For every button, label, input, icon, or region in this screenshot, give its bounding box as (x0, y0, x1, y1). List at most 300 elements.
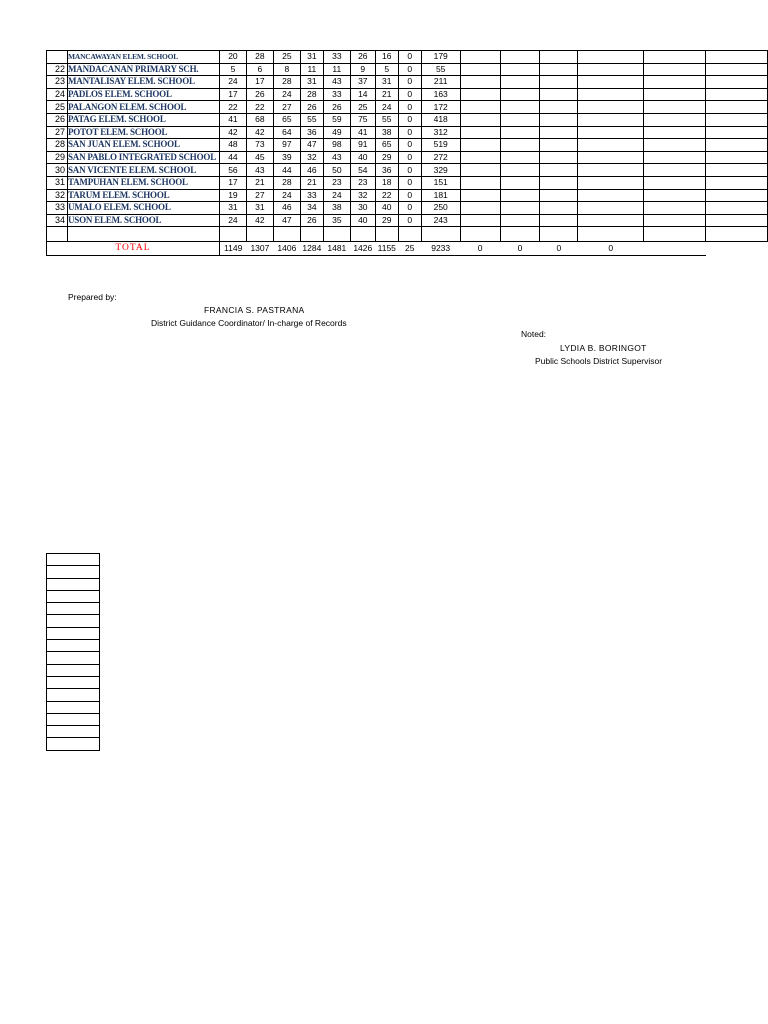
value-cell: 179 (421, 51, 460, 64)
empty-cell (47, 590, 100, 602)
value-cell: 46 (273, 202, 300, 215)
value-cell: 39 (273, 151, 300, 164)
value-cell: 14 (350, 88, 375, 101)
empty-cell (578, 101, 644, 114)
value-cell: 8 (273, 63, 300, 76)
empty-cell (500, 139, 540, 152)
box-row (47, 590, 100, 602)
table-row (47, 101, 768, 114)
total-value: 9233 (421, 242, 460, 256)
box-row (47, 713, 100, 725)
empty-cell (706, 88, 768, 101)
table-row (47, 51, 768, 64)
value-cell: 418 (421, 113, 460, 126)
value-cell: 55 (300, 113, 323, 126)
empty-cell (540, 101, 578, 114)
value-cell: 24 (219, 76, 246, 89)
total-value: 0 (540, 242, 578, 256)
box-row (47, 615, 100, 627)
value-cell: 38 (375, 126, 398, 139)
box-row (47, 640, 100, 652)
table-row (47, 126, 768, 139)
table-row (47, 76, 768, 89)
value-cell: 48 (219, 139, 246, 152)
value-cell: 26 (323, 101, 350, 114)
empty-box-column (46, 553, 100, 751)
box-row (47, 664, 100, 676)
value-cell: 24 (273, 88, 300, 101)
empty-cell (460, 164, 500, 177)
empty-cell (644, 113, 706, 126)
empty-cell (540, 202, 578, 215)
empty-cell (460, 88, 500, 101)
empty-cell (47, 603, 100, 615)
empty-cell (540, 214, 578, 227)
row-number: 33 (47, 202, 68, 215)
value-cell: 31 (375, 76, 398, 89)
school-name: PADLOS ELEM. SCHOOL (67, 88, 219, 101)
value-cell: 16 (375, 51, 398, 64)
empty-cell (540, 176, 578, 189)
value-cell: 519 (421, 139, 460, 152)
empty-cell (644, 189, 706, 202)
value-cell: 44 (219, 151, 246, 164)
empty-cell (219, 227, 246, 242)
empty-cell (644, 151, 706, 164)
empty-cell (706, 76, 768, 89)
value-cell: 23 (350, 176, 375, 189)
value-cell: 6 (246, 63, 273, 76)
value-cell: 44 (273, 164, 300, 177)
value-cell: 26 (300, 101, 323, 114)
total-value: 1307 (246, 242, 273, 256)
value-cell: 0 (398, 202, 421, 215)
value-cell: 19 (219, 189, 246, 202)
empty-cell (47, 554, 100, 566)
empty-cell (460, 202, 500, 215)
empty-cell (578, 189, 644, 202)
value-cell: 0 (398, 151, 421, 164)
row-number: 28 (47, 139, 68, 152)
value-cell: 40 (375, 202, 398, 215)
value-cell: 211 (421, 76, 460, 89)
empty-cell (644, 76, 706, 89)
table-row (47, 202, 768, 215)
school-name: TAMPUHAN ELEM. SCHOOL (67, 176, 219, 189)
value-cell: 29 (375, 151, 398, 164)
value-cell: 26 (246, 88, 273, 101)
value-cell: 0 (398, 76, 421, 89)
value-cell: 33 (300, 189, 323, 202)
value-cell: 5 (375, 63, 398, 76)
total-value: 25 (398, 242, 421, 256)
value-cell: 42 (246, 126, 273, 139)
empty-cell (578, 227, 644, 242)
empty-cell (578, 51, 644, 64)
empty-cell (500, 88, 540, 101)
value-cell: 25 (273, 51, 300, 64)
empty-cell (540, 189, 578, 202)
empty-cell (540, 164, 578, 177)
empty-cell (644, 101, 706, 114)
value-cell: 28 (273, 76, 300, 89)
row-number: 30 (47, 164, 68, 177)
value-cell: 0 (398, 176, 421, 189)
empty-cell (540, 76, 578, 89)
empty-cell (500, 214, 540, 227)
prepared-by-label: Prepared by: (68, 292, 117, 302)
table-row (47, 151, 768, 164)
value-cell: 36 (375, 164, 398, 177)
row-number: 25 (47, 101, 68, 114)
empty-cell (706, 227, 768, 242)
noter-name: LYDIA B. BORINGOT (560, 343, 647, 353)
empty-cell (460, 63, 500, 76)
value-cell: 55 (421, 63, 460, 76)
empty-cell (644, 164, 706, 177)
value-cell: 31 (300, 51, 323, 64)
table-row (47, 113, 768, 126)
total-value: 1406 (273, 242, 300, 256)
empty-cell (300, 227, 323, 242)
value-cell: 33 (323, 88, 350, 101)
value-cell: 22 (246, 101, 273, 114)
empty-cell (578, 88, 644, 101)
value-cell: 97 (273, 139, 300, 152)
empty-cell (323, 227, 350, 242)
empty-cell (578, 126, 644, 139)
value-cell: 25 (350, 101, 375, 114)
value-cell: 36 (300, 126, 323, 139)
noted-label: Noted: (521, 329, 547, 339)
value-cell: 24 (375, 101, 398, 114)
value-cell: 30 (350, 202, 375, 215)
school-name: PATAG ELEM. SCHOOL (67, 113, 219, 126)
value-cell: 0 (398, 189, 421, 202)
value-cell: 17 (246, 76, 273, 89)
value-cell: 46 (300, 164, 323, 177)
empty-cell (47, 227, 68, 242)
value-cell: 0 (398, 164, 421, 177)
value-cell: 32 (300, 151, 323, 164)
empty-cell (706, 164, 768, 177)
value-cell: 0 (398, 214, 421, 227)
value-cell: 20 (219, 51, 246, 64)
school-name: TARUM ELEM. SCHOOL (67, 189, 219, 202)
value-cell: 31 (246, 202, 273, 215)
empty-cell (578, 214, 644, 227)
value-cell: 28 (300, 88, 323, 101)
value-cell: 41 (350, 126, 375, 139)
value-cell: 73 (246, 139, 273, 152)
value-cell: 18 (375, 176, 398, 189)
empty-cell (500, 76, 540, 89)
empty-cell (47, 701, 100, 713)
value-cell: 0 (398, 88, 421, 101)
value-cell: 0 (398, 101, 421, 114)
value-cell: 5 (219, 63, 246, 76)
row-number: 26 (47, 113, 68, 126)
value-cell: 43 (323, 76, 350, 89)
value-cell: 23 (323, 176, 350, 189)
value-cell: 32 (350, 189, 375, 202)
empty-cell (644, 88, 706, 101)
row-number: 29 (47, 151, 68, 164)
empty-cell (706, 126, 768, 139)
empty-cell (47, 689, 100, 701)
row-number: 22 (47, 63, 68, 76)
empty-cell (578, 113, 644, 126)
empty-cell (500, 113, 540, 126)
empty-cell (540, 88, 578, 101)
value-cell: 250 (421, 202, 460, 215)
value-cell: 0 (398, 51, 421, 64)
value-cell: 11 (300, 63, 323, 76)
total-value: 0 (460, 242, 500, 256)
value-cell: 38 (323, 202, 350, 215)
school-name: USON ELEM. SCHOOL (67, 214, 219, 227)
value-cell: 26 (350, 51, 375, 64)
empty-cell (578, 63, 644, 76)
value-cell: 22 (375, 189, 398, 202)
empty-cell (421, 227, 460, 242)
value-cell: 91 (350, 139, 375, 152)
empty-cell (706, 101, 768, 114)
school-name: POTOT ELEM. SCHOOL (67, 126, 219, 139)
empty-cell (540, 126, 578, 139)
row-number: 31 (47, 176, 68, 189)
value-cell: 64 (273, 126, 300, 139)
value-cell: 24 (273, 189, 300, 202)
table-row (47, 189, 768, 202)
value-cell: 65 (375, 139, 398, 152)
total-value: 1155 (375, 242, 398, 256)
value-cell: 75 (350, 113, 375, 126)
empty-cell (500, 126, 540, 139)
value-cell: 0 (398, 126, 421, 139)
value-cell: 47 (300, 139, 323, 152)
empty-cell (273, 227, 300, 242)
row-number: 23 (47, 76, 68, 89)
table-row (47, 176, 768, 189)
box-row (47, 726, 100, 738)
value-cell: 31 (219, 202, 246, 215)
empty-cell (706, 63, 768, 76)
empty-cell (706, 151, 768, 164)
empty-cell (47, 726, 100, 738)
table-row (47, 214, 768, 227)
empty-cell (706, 51, 768, 64)
value-cell: 37 (350, 76, 375, 89)
total-label: TOTAL (47, 242, 220, 256)
empty-cell (706, 139, 768, 152)
value-cell: 181 (421, 189, 460, 202)
box-row (47, 676, 100, 688)
value-cell: 329 (421, 164, 460, 177)
value-cell: 272 (421, 151, 460, 164)
value-cell: 40 (350, 214, 375, 227)
value-cell: 21 (246, 176, 273, 189)
school-name: SAN JUAN ELEM. SCHOOL (67, 139, 219, 152)
table-row (47, 139, 768, 152)
empty-cell (644, 139, 706, 152)
empty-cell (47, 676, 100, 688)
empty-cell (644, 63, 706, 76)
empty-cell (460, 214, 500, 227)
empty-cell (578, 76, 644, 89)
preparer-name: FRANCIA S. PASTRANA (204, 305, 305, 315)
total-value: 1426 (350, 242, 375, 256)
value-cell: 42 (246, 214, 273, 227)
empty-cell (460, 51, 500, 64)
value-cell: 17 (219, 176, 246, 189)
total-value: 0 (500, 242, 540, 256)
value-cell: 68 (246, 113, 273, 126)
empty-cell (540, 139, 578, 152)
value-cell: 65 (273, 113, 300, 126)
box-row (47, 554, 100, 566)
empty-cell (460, 113, 500, 126)
empty-cell (350, 227, 375, 242)
value-cell: 151 (421, 176, 460, 189)
box-row (47, 578, 100, 590)
value-cell: 21 (300, 176, 323, 189)
value-cell: 21 (375, 88, 398, 101)
value-cell: 172 (421, 101, 460, 114)
value-cell: 45 (246, 151, 273, 164)
row-number (47, 51, 68, 64)
empty-cell (460, 176, 500, 189)
empty-cell (578, 139, 644, 152)
empty-cell (578, 202, 644, 215)
school-name: PALANGON ELEM. SCHOOL (67, 101, 219, 114)
row-number: 32 (47, 189, 68, 202)
empty-cell (644, 126, 706, 139)
value-cell: 98 (323, 139, 350, 152)
empty-cell (500, 151, 540, 164)
value-cell: 28 (246, 51, 273, 64)
school-name: UMALO ELEM. SCHOOL (67, 202, 219, 215)
value-cell: 11 (323, 63, 350, 76)
empty-cell (540, 63, 578, 76)
empty-cell (540, 51, 578, 64)
box-row (47, 566, 100, 578)
empty-cell (644, 51, 706, 64)
school-name: MANDACANAN PRIMARY SCH. (67, 63, 219, 76)
empty-cell (460, 76, 500, 89)
empty-cell (706, 202, 768, 215)
value-cell: 24 (219, 214, 246, 227)
value-cell: 0 (398, 139, 421, 152)
empty-cell (540, 227, 578, 242)
value-cell: 163 (421, 88, 460, 101)
table-row (47, 63, 768, 76)
box-row (47, 689, 100, 701)
value-cell: 9 (350, 63, 375, 76)
empty-cell (578, 151, 644, 164)
blank-row (47, 227, 768, 242)
empty-cell (460, 151, 500, 164)
empty-cell (500, 51, 540, 64)
empty-cell (460, 139, 500, 152)
value-cell: 27 (246, 189, 273, 202)
school-name: MANTALISAY ELEM. SCHOOL (67, 76, 219, 89)
empty-cell (47, 664, 100, 676)
total-value: 1284 (300, 242, 323, 256)
value-cell: 41 (219, 113, 246, 126)
value-cell: 34 (300, 202, 323, 215)
value-cell: 0 (398, 63, 421, 76)
value-cell: 312 (421, 126, 460, 139)
value-cell: 35 (323, 214, 350, 227)
box-row (47, 627, 100, 639)
empty-cell (500, 101, 540, 114)
value-cell: 43 (323, 151, 350, 164)
empty-cell (500, 176, 540, 189)
empty-cell (706, 214, 768, 227)
value-cell: 54 (350, 164, 375, 177)
value-cell: 17 (219, 88, 246, 101)
empty-cell (540, 113, 578, 126)
empty-cell (500, 63, 540, 76)
value-cell: 42 (219, 126, 246, 139)
empty-cell (706, 189, 768, 202)
value-cell: 43 (246, 164, 273, 177)
row-number: 34 (47, 214, 68, 227)
enrollment-table (46, 50, 768, 256)
empty-cell (398, 227, 421, 242)
empty-cell (644, 176, 706, 189)
value-cell: 22 (219, 101, 246, 114)
empty-cell (47, 738, 100, 750)
empty-cell (500, 202, 540, 215)
empty-cell (47, 652, 100, 664)
value-cell: 50 (323, 164, 350, 177)
empty-cell (500, 227, 540, 242)
value-cell: 28 (273, 176, 300, 189)
value-cell: 55 (375, 113, 398, 126)
empty-cell (460, 227, 500, 242)
school-name: SAN PABLO INTEGRATED SCHOOL (67, 151, 219, 164)
value-cell: 0 (398, 113, 421, 126)
value-cell: 49 (323, 126, 350, 139)
value-cell: 33 (323, 51, 350, 64)
empty-cell (375, 227, 398, 242)
box-row (47, 603, 100, 615)
table-body (47, 51, 768, 256)
school-name: SAN VICENTE ELEM. SCHOOL (67, 164, 219, 177)
empty-cell (644, 227, 706, 242)
total-row (47, 242, 768, 256)
empty-cell (47, 615, 100, 627)
empty-cell (246, 227, 273, 242)
table-row (47, 88, 768, 101)
school-name: MANCAWAYAN ELEM. SCHOOL (67, 51, 219, 64)
empty-cell (47, 713, 100, 725)
empty-cell (500, 189, 540, 202)
empty-cell (47, 578, 100, 590)
box-row (47, 652, 100, 664)
empty-cell (67, 227, 219, 242)
box-row (47, 701, 100, 713)
empty-cell (706, 176, 768, 189)
noter-title: Public Schools District Supervisor (535, 356, 663, 366)
empty-cell (47, 566, 100, 578)
empty-cell (578, 176, 644, 189)
value-cell: 27 (273, 101, 300, 114)
empty-cell (47, 627, 100, 639)
value-cell: 56 (219, 164, 246, 177)
